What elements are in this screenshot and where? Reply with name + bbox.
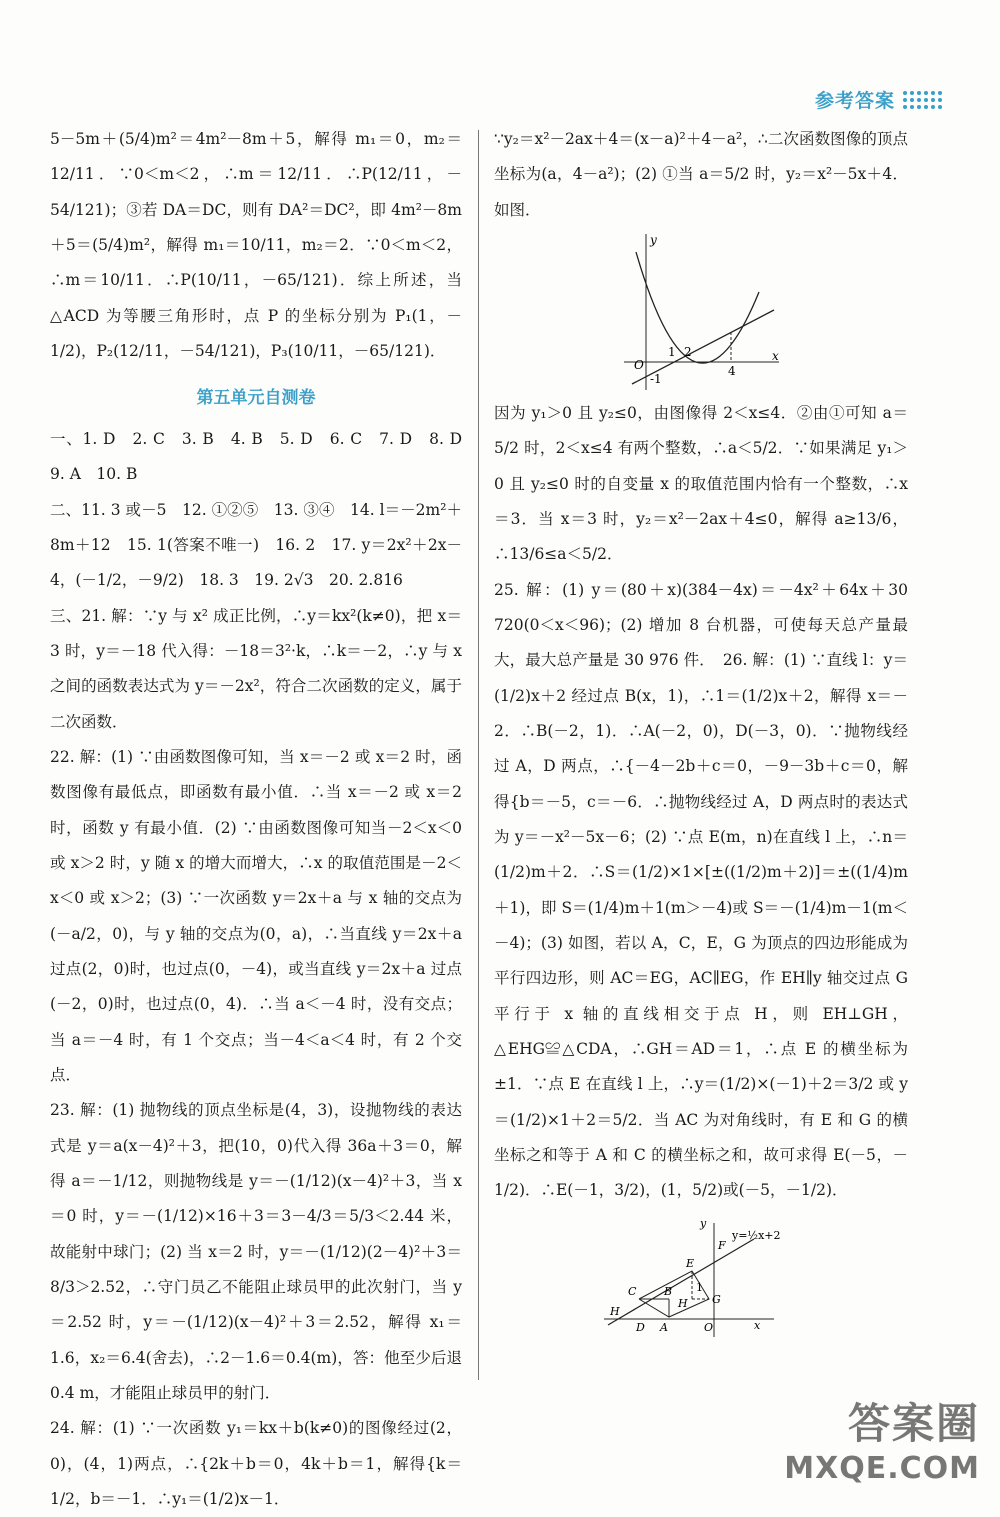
tick-label: 1 [668,344,676,359]
point-label: G [712,1292,721,1306]
answer-paragraph: ∵y₂＝x²－2ax＋4＝(x－a)²＋4－a²，∴二次函数图像的顶点坐标为(a，4－a²)；(2) ①当 a＝5/2 时，y₂＝x²－5x＋4．如图． [494,130,908,219]
answer-paragraph: 23. 解：(1) 抛物线的顶点坐标是(4，3)，设抛物线的表达式是 y＝a(x－4)²＋3，把(10，0)代入得 36a＋3＝0，解得 a＝－1/12，则抛物线是 y＝－(1/12)(x－4)²＋3，当 x＝0 时，y＝－(1/12)×16＋3＝3－4/3＝5/3＜2.44 米，故能射中球门；(2) 当 x＝2 时，y＝－(1/12)(2－4)²＋3＝8/3＞2.52，∴守门员乙不能阻止球员甲的此次射门，当 y＝2.52 时，y＝－(1/12)(x－4)²＋3＝2.52，解得 x₁＝1.6，x₂＝6.4(舍去)，∴2－1.6＝0.4(m)，答：他至少后退 0.4 m，才能阻止球员甲的射门． [50,1101,462,1402]
answer-paragraph: 三、21. 解：∵y 与 x² 成正比例，∴y＝kx²(k≠0)，把 x＝3 时，y＝－18 代入得：－18＝3²·k，∴k＝－2，∴y 与 x 之间的函数表达式为 y＝－2x²，符合二次函数的定义，属于二次函数． [50,606,462,731]
answer-paragraph: 24. 解：(1) ∵一次函数 y₁＝kx＋b(k≠0)的图像经过(2，0)，(4，1)两点，∴{2k＋b＝0，4k＋b＝1，解得{k＝1/2，b＝－1．∴y₁＝(1/2)x－1． [50,1419,462,1508]
line-label: y=½x+2 [732,1228,781,1242]
point-label: H [678,1296,688,1310]
tick-label: 4 [728,363,736,378]
point-label: E [686,1256,695,1270]
parabola-figure [624,232,784,392]
right-column [494,122,908,1343]
origin-label: O [634,357,644,372]
origin-label: O [704,1320,714,1334]
point-label: D [636,1320,645,1334]
watermark-logo: 答案圈 [847,1399,980,1448]
answer-paragraph: 因为 y₁＞0 且 y₂≤0，由图像得 2＜x≤4．②由①可知 a＝5/2 时，2＜x≤4 有两个整数，∴a＜5/2．∵如果满足 y₁＞0 且 y₂≤0 时的自变量 x 的取值范围内恰有一个整数，∴x＝3．当 x＝3 时，y₂＝x²－2ax＋4≤0，解得 a≥13/6，∴13/6≤a＜5/2． [494,403,908,564]
answer-paragraph: 一、1. D 2. C 3. B 4. B 5. D 6. C 7. D 8. D 9. A 10. B [50,430,478,484]
column-divider [478,130,479,1380]
point-label: H [610,1304,620,1318]
answer-paragraph: 5－5m＋(5/4)m²＝4m²－8m＋5，解得 m₁＝0，m₂＝12/11．∵0＜m＜2，∴m＝12/11．∴P(12/11，－54/121)；③若 DA＝DC，则有 DA²＝DC²，即 4m²－8m＋5＝(5/4)m²，解得 m₁＝10/11，m₂＝2．∵0＜m＜2，∴m＝10/11．∴P(10/11，－65/121)．综上所述，当△ACD 为等腰三角形时，点 P 的坐标分别为 P₁(1，－1/2)，P₂(12/11，－54/121)，P₃(10/11，－65/121)． [50,130,462,360]
point-label: C [628,1284,637,1298]
x-axis-label: x [754,1318,761,1332]
dots-decoration-icon [903,91,942,109]
page-header [815,86,942,113]
answer-paragraph: 22. 解：(1) ∵由函数图像可知，当 x＝－2 或 x＝2 时，函数图像有最低点，即函数有最小值．∴当 x＝－2 或 x＝2 时，函数 y 有最小值．(2) ∵由函数图像可知当－2＜x＜0 或 x＞2 时，y 随 x 的增大而增大，∴x 的取值范围是－2＜x＜0 或 x＞2；(3) ∵一次函数 y＝2x＋a 与 x 轴的交点为(－a/2，0)，与 y 轴的交点为(0，a)，∴当直线 y＝2x＋a 过点(2，0)时，也过点(0，－4)，或当直线 y＝2x＋a 过点(－2，0)时，也过点(0，4)．∴当 a＜－4 时，没有交点；当 a＝－4 时，有 1 个交点；当－4＜a＜4 时，有 2 个交点． [50,748,462,1084]
watermark [784,1391,980,1486]
point-label: A [660,1320,668,1334]
x-axis-label: x [772,348,779,363]
segment-label: 1 [696,1280,703,1294]
header-title: 参考答案 [814,90,895,112]
point-label: F [718,1238,726,1252]
tick-label: 2 [684,344,692,359]
y-axis-label: y [650,232,657,247]
y-axis-label: y [700,1218,707,1230]
answer-paragraph: 25. 解：(1) y＝(80＋x)(384－4x)＝－4x²＋64x＋30 720(0＜x＜96)；(2) 增加 8 台机器，可使每天总产量最大，最大总产量是 30 976 件． 26. 解：(1) ∵直线 l：y＝(1/2)x＋2 经过点 B(x，1)，∴1＝(1/2)x＋2，解得 x＝－2．∴B(－2，1)．∴A(－2，0)，D(－3，0)．∵抛物线经过 A，D 两点，∴{－4－2b＋c＝0，－9－3b＋c＝0，解得{b＝－5，c＝－6．∴抛物线经过 A，D 两点时的表达式为 y＝－x²－5x－6；(2) ∵点 E(m，n)在直线 l 上，∴n＝(1/2)m＋2．∴S＝(1/2)×1×[±((1/2)m＋2)]＝±((1/4)m＋1)，即 S＝(1/4)m＋1(m＞－4)或 S＝－(1/4)m－1(m＜－4)；(3) 如图，若以 A，C，E，G 为顶点的四边形能成为平行四边形，则 AC＝EG，AC∥EG，作 EH∥y 轴交过点 G 平行于 x 轴的直线相交于点 H，则 EH⊥GH，△EHG≌△CDA，∴GH＝AD＝1，∴点 E 的横坐标为±1．∵点 E 在直线 l 上，∴y＝(1/2)×(－1)＋2＝3/2 或 y＝(1/2)×1＋2＝5/2．当 AC 为对角线时，有 E 和 G 的横坐标之和等于 A 和 C 的横坐标之和，故可求得 E(－5，－1/2)．∴E(－1，3/2)，(1，5/2)或(－5，－1/2)． [494,580,908,1200]
left-column [50,122,478,1517]
answer-paragraph: 二、11. 3 或－5 12. ①②⑤ 13. ③④ 14. l＝－2m²＋8m＋12 15. 1(答案不唯一) 16. 2 17. y＝2x²＋2x－4，(－1/2，－9/2) 18. 3 19. 2√3 20. 2.816 [50,500,462,590]
section-title: 第五单元自测卷 [196,388,316,409]
parallelogram-figure [604,1219,794,1339]
watermark-url: MXQE.COM [784,1451,980,1486]
tick-label: -1 [650,371,662,386]
point-label: B [664,1284,673,1298]
